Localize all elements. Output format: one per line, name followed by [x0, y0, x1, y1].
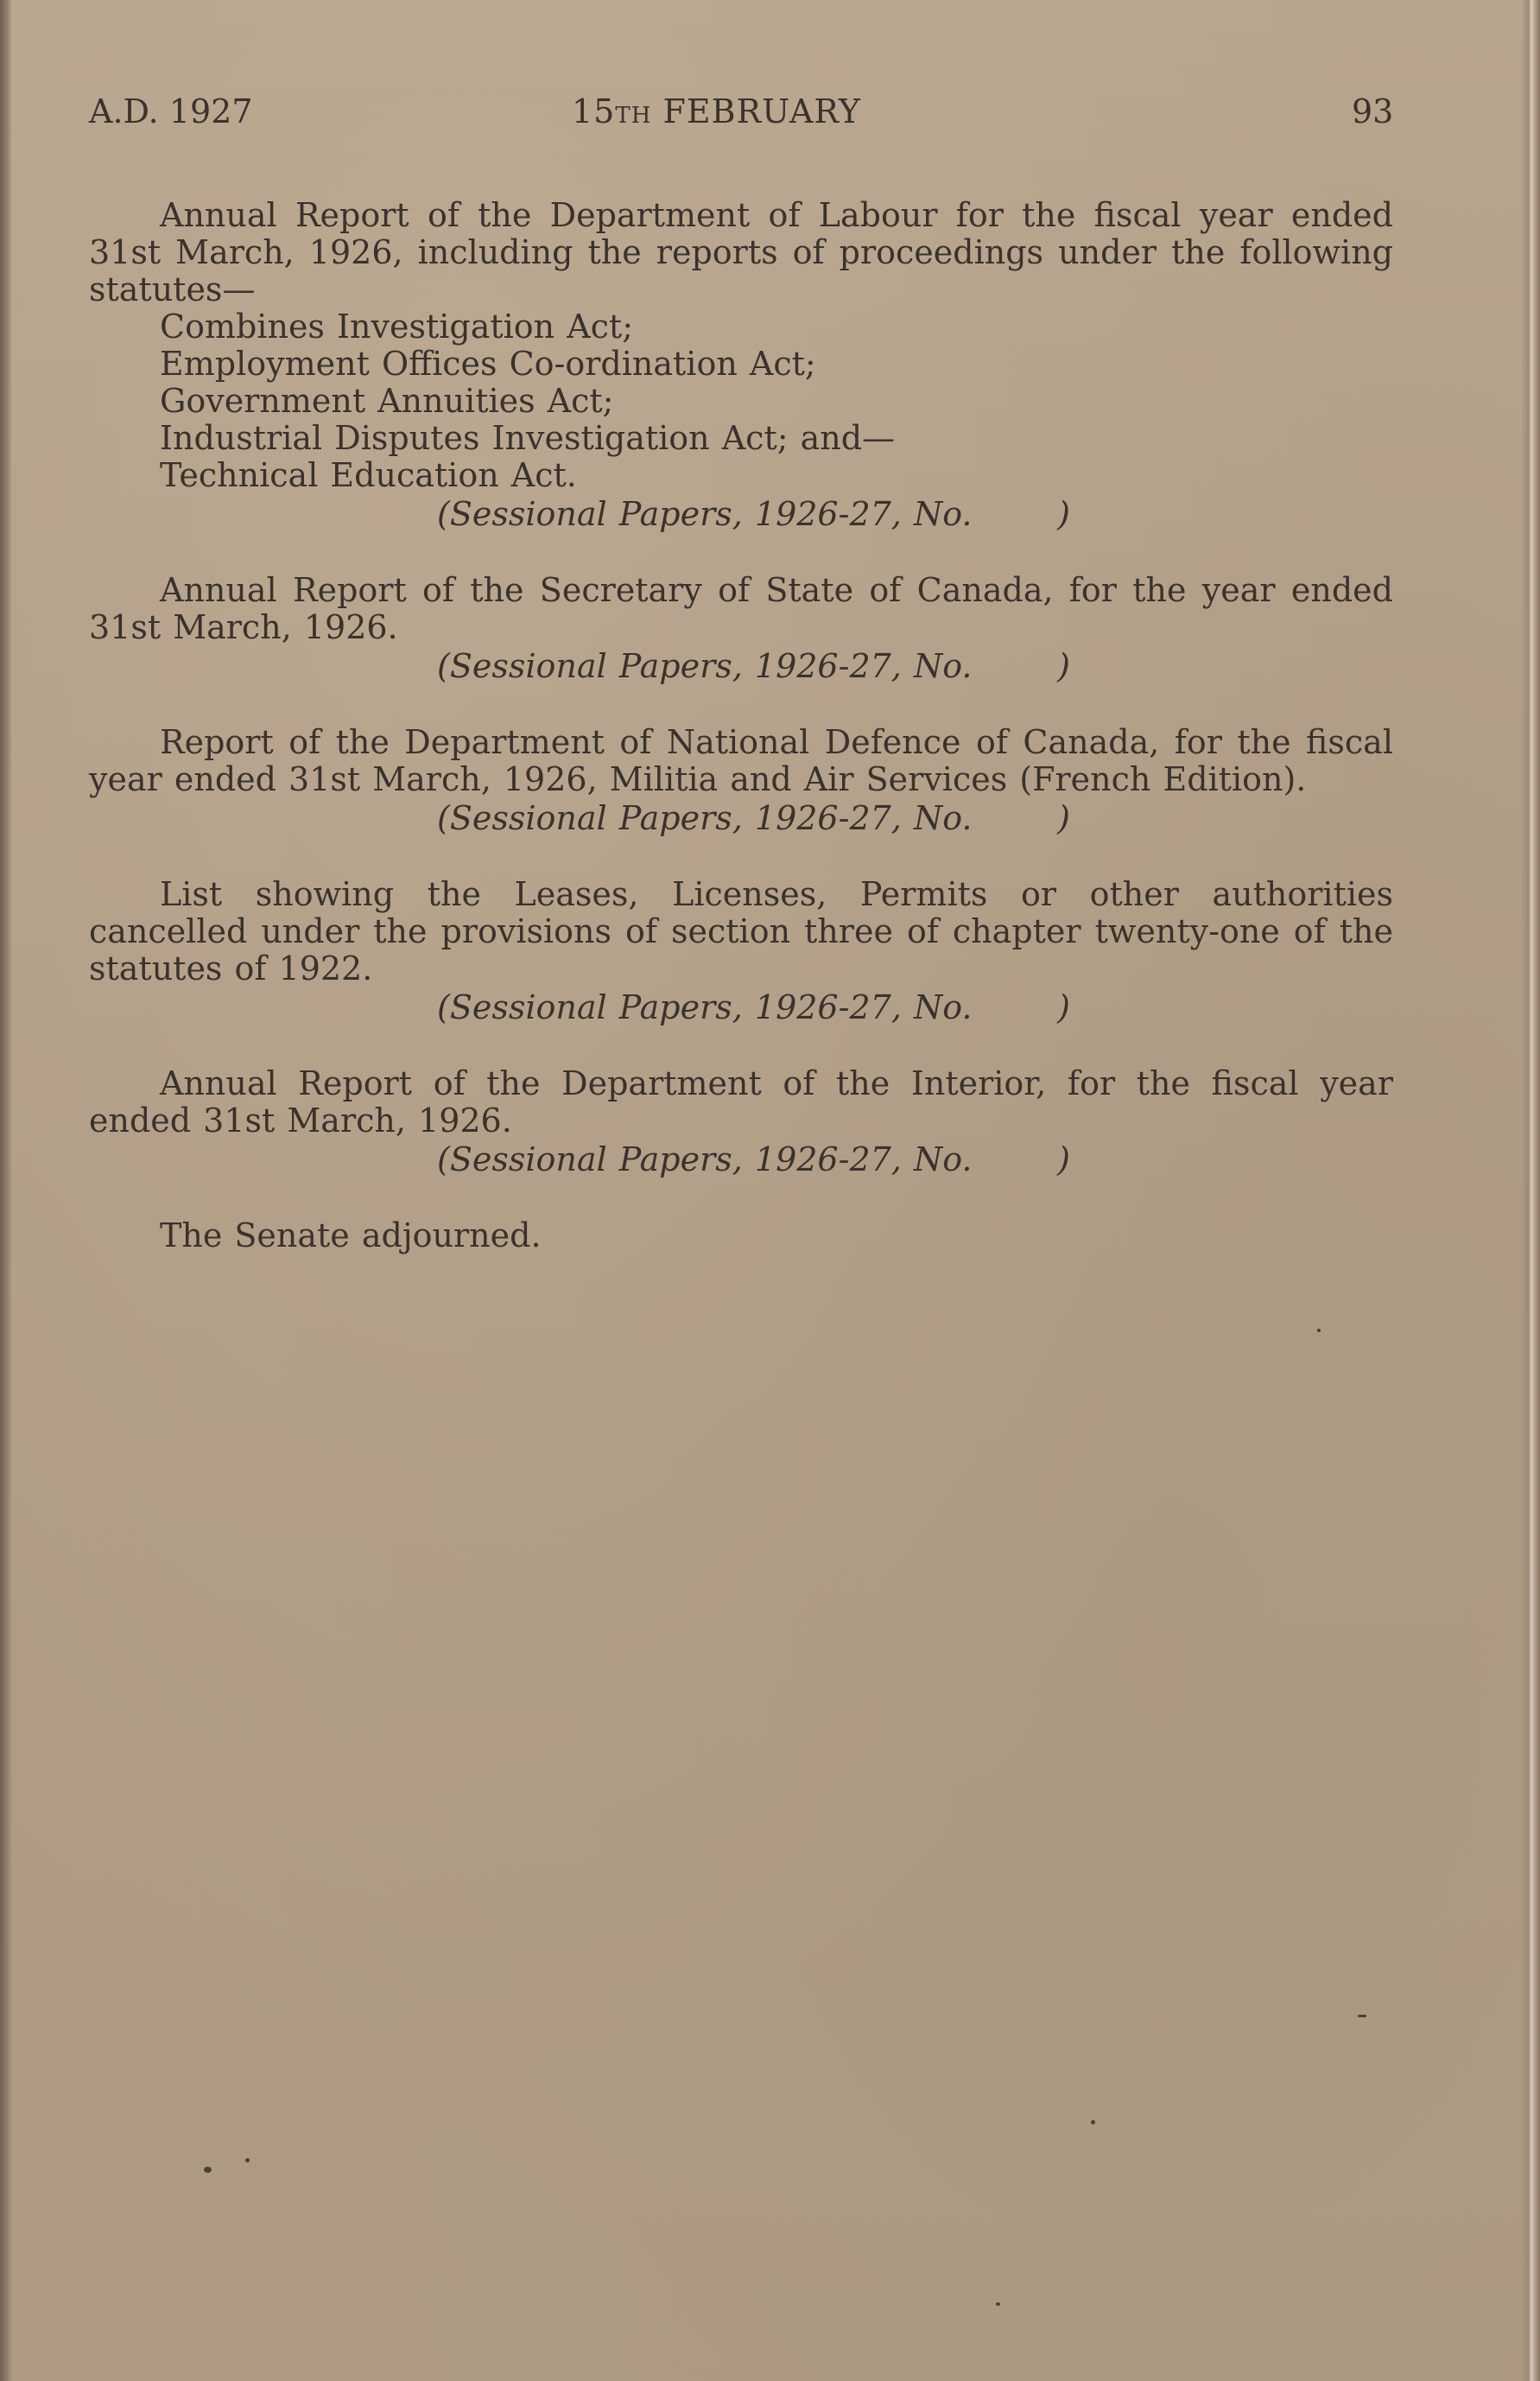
citation-text: (Sessional Papers, 1926-27, No. [437, 1140, 973, 1178]
spacer [89, 837, 1393, 876]
entry-text: List showing the Leases, Licenses, Permits or other authorities cancelled under the provisions of section three of chapter twenty-one of the statutes of 1922. [89, 875, 1393, 987]
citation-text: (Sessional Papers, 1926-27, No. [437, 647, 973, 685]
entry-interior-report [89, 1065, 1393, 1178]
entry-text: Annual Report of the Department of Labour for the fiscal year ended 31st March, 1926, including the reports of proceedings under the following statutes— [89, 196, 1393, 308]
citation-close: ) [1057, 988, 1070, 1026]
paper-speck [204, 2167, 212, 2173]
statute-item: Government Annuities Act; [160, 382, 614, 420]
entry-text: Annual Report of the Secretary of State of Canada, for the year ended 31st March, 1926. [89, 571, 1393, 646]
header-date-suffix: TH [615, 103, 652, 129]
sessional-paper-citation [89, 989, 1393, 1026]
sessional-paper-citation [89, 800, 1393, 837]
citation-text: (Sessional Papers, 1926-27, No. [437, 988, 973, 1026]
citation-text: (Sessional Papers, 1926-27, No. [437, 495, 973, 533]
statute-item: Industrial Disputes Investigation Act; and— [160, 419, 896, 457]
page-edge [1521, 0, 1540, 2381]
citation-close: ) [1057, 647, 1070, 685]
spacer [89, 685, 1393, 724]
page-number: 93 [1352, 92, 1394, 130]
entry-cancelled-leases-list [89, 876, 1393, 1026]
statute-item: Combines Investigation Act; [160, 308, 634, 346]
spacer [89, 533, 1393, 572]
paper-speck [1091, 2120, 1095, 2124]
citation-close: ) [1057, 495, 1070, 533]
header-date [572, 90, 861, 137]
statute-item: Technical Education Act. [160, 456, 577, 494]
entry-labour-report [89, 197, 1393, 533]
paper-speck [245, 2158, 250, 2162]
sessional-paper-citation [89, 1141, 1393, 1178]
entry-text: Annual Report of the Department of the Interior, for the fiscal year ended 31st March, 1926. [89, 1064, 1393, 1140]
closing-statement: The Senate adjourned. [160, 1216, 542, 1254]
page-binding-shadow [0, 0, 12, 2381]
citation-close: ) [1057, 799, 1070, 837]
paper-speck [996, 2302, 1000, 2306]
spacer [89, 1178, 1393, 1217]
spacer [89, 1026, 1393, 1065]
citation-close: ) [1057, 1140, 1070, 1178]
entry-text: Report of the Department of National Defence of Canada, for the fiscal year ended 31st March, 1926, Militia and Air Services (French Edition). [89, 723, 1393, 798]
header-date-number: 15 [572, 92, 616, 130]
sessional-paper-citation [89, 496, 1393, 533]
header-date-month: FEBRUARY [662, 92, 861, 130]
citation-text: (Sessional Papers, 1926-27, No. [437, 799, 973, 837]
paper-speck [1358, 2015, 1366, 2017]
entry-secretary-of-state-report [89, 572, 1393, 685]
entry-national-defence-report [89, 724, 1393, 837]
running-head [0, 90, 1540, 133]
header-year: A.D. 1927 [89, 92, 253, 130]
statute-item: Employment Offices Co-ordination Act; [160, 345, 816, 383]
sessional-paper-citation [89, 648, 1393, 685]
journal-body [89, 197, 1393, 1254]
paper-speck [1317, 1329, 1321, 1332]
